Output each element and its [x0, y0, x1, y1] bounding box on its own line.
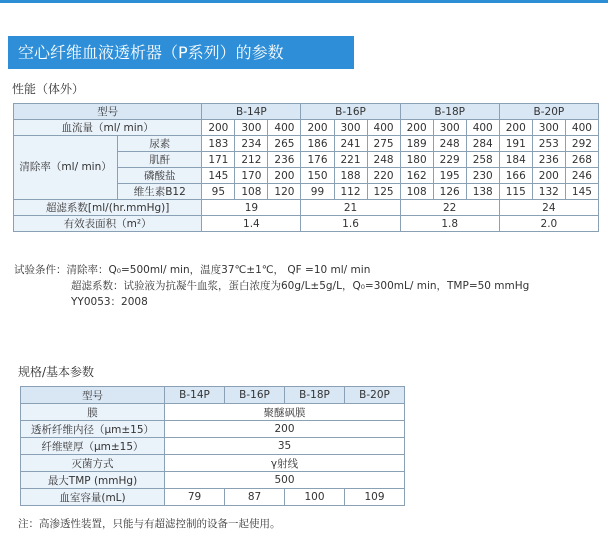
- blood-volume-cell: 100: [285, 489, 345, 506]
- spec-title: 规格/基本参数: [18, 365, 95, 379]
- clearance-cell: 200: [532, 168, 565, 184]
- flow-cell: 300: [235, 120, 268, 136]
- clearance-cell: 125: [367, 184, 400, 200]
- clearance-cell: 253: [532, 136, 565, 152]
- clearance-cell: 241: [334, 136, 367, 152]
- clearance-cell: 162: [400, 168, 433, 184]
- clearance-cell: 171: [202, 152, 235, 168]
- clearance-cell: 170: [235, 168, 268, 184]
- inner-diameter-label: 透析纤维内径（μm±15）: [21, 421, 165, 438]
- blood-volume-cell: 87: [225, 489, 285, 506]
- clearance-cell: 268: [565, 152, 598, 168]
- model-b14p: B-14P: [202, 104, 301, 120]
- max-tmp-value: 500: [165, 472, 405, 489]
- clearance-cell: 221: [334, 152, 367, 168]
- surface-area-cell: 2.0: [499, 216, 598, 232]
- clearance-cell: 186: [301, 136, 334, 152]
- performance-title: 性能（体外）: [12, 82, 85, 96]
- clearance-cell: 200: [268, 168, 301, 184]
- flow-cell: 400: [268, 120, 301, 136]
- clearance-cell: 236: [268, 152, 301, 168]
- wall-thickness-label: 纤维壁厚（μm±15）: [21, 438, 165, 455]
- clearance-cell: 120: [268, 184, 301, 200]
- clearance-item-urea: 尿素: [118, 136, 202, 152]
- clearance-cell: 229: [433, 152, 466, 168]
- uf-coefficient-cell: 21: [301, 200, 400, 216]
- clearance-cell: 195: [433, 168, 466, 184]
- clearance-cell: 275: [367, 136, 400, 152]
- clearance-cell: 212: [235, 152, 268, 168]
- performance-table: [13, 103, 599, 232]
- flow-cell: 200: [400, 120, 433, 136]
- spec-model-b16p: B-16P: [225, 387, 285, 404]
- page-banner: 空心纤维血液透析器（P系列）的参数: [8, 36, 354, 69]
- model-b18p: B-18P: [400, 104, 499, 120]
- wall-thickness-value: 35: [165, 438, 405, 455]
- uf-coefficient-cell: 22: [400, 200, 499, 216]
- clearance-cell: 180: [400, 152, 433, 168]
- condition-line-1: 试验条件：清除率：Q₀=500ml/ min，温度37℃±1℃， QF =10 ml/ min: [14, 264, 371, 276]
- blood-volume-label: 血室容量(mL): [21, 489, 165, 506]
- sterilization-label: 灭菌方式: [21, 455, 165, 472]
- clearance-cell: 248: [433, 136, 466, 152]
- clearance-cell: 265: [268, 136, 301, 152]
- clearance-cell: 188: [334, 168, 367, 184]
- flow-cell: 200: [301, 120, 334, 136]
- clearance-cell: 184: [499, 152, 532, 168]
- flow-cell: 200: [202, 120, 235, 136]
- top-accent-line: [0, 0, 608, 3]
- sterilization-value: γ射线: [165, 455, 405, 472]
- clearance-cell: 230: [466, 168, 499, 184]
- clearance-cell: 166: [499, 168, 532, 184]
- flow-cell: 300: [334, 120, 367, 136]
- clearance-cell: 236: [532, 152, 565, 168]
- condition-line-3: YY0053：2008: [71, 296, 148, 308]
- clearance-cell: 108: [400, 184, 433, 200]
- flow-cell: 400: [367, 120, 400, 136]
- clearance-cell: 126: [433, 184, 466, 200]
- clearance-cell: 284: [466, 136, 499, 152]
- test-conditions: [14, 262, 529, 310]
- model-b16p: B-16P: [301, 104, 400, 120]
- clearance-cell: 138: [466, 184, 499, 200]
- uf-coefficient-label: 超滤系数[ml/(hr.mmHg)]: [14, 200, 202, 216]
- blood-volume-cell: 109: [345, 489, 405, 506]
- clearance-cell: 132: [532, 184, 565, 200]
- membrane-label: 膜: [21, 404, 165, 421]
- uf-coefficient-cell: 19: [202, 200, 301, 216]
- clearance-cell: 258: [466, 152, 499, 168]
- spec-table: [20, 386, 405, 506]
- flow-label: 血流量（ml/ min）: [14, 120, 202, 136]
- spec-model-b20p: B-20P: [345, 387, 405, 404]
- surface-area-cell: 1.4: [202, 216, 301, 232]
- clearance-item-vitamin-b12: 维生素B12: [118, 184, 202, 200]
- clearance-cell: 145: [202, 168, 235, 184]
- membrane-value: 聚醚砜膜: [165, 404, 405, 421]
- clearance-cell: 150: [301, 168, 334, 184]
- model-b20p: B-20P: [499, 104, 598, 120]
- blood-volume-cell: 79: [165, 489, 225, 506]
- clearance-cell: 145: [565, 184, 598, 200]
- spec-model-b14p: B-14P: [165, 387, 225, 404]
- clearance-cell: 234: [235, 136, 268, 152]
- surface-area-cell: 1.8: [400, 216, 499, 232]
- uf-coefficient-cell: 24: [499, 200, 598, 216]
- surface-area-label: 有效表面积（m²）: [14, 216, 202, 232]
- condition-line-2: 超滤系数：试验液为抗凝牛血浆，蛋白浓度为60g/L±5g/L，Q₀=300mL/ min，TMP=50 mmHg: [71, 280, 530, 292]
- clearance-cell: 108: [235, 184, 268, 200]
- spec-model-b18p: B-18P: [285, 387, 345, 404]
- footnote: 注：高渗透性装置，只能与有超滤控制的设备一起使用。: [18, 518, 281, 530]
- flow-cell: 300: [532, 120, 565, 136]
- clearance-cell: 248: [367, 152, 400, 168]
- flow-cell: 400: [565, 120, 598, 136]
- flow-cell: 400: [466, 120, 499, 136]
- clearance-cell: 183: [202, 136, 235, 152]
- model-header: 型号: [14, 104, 202, 120]
- inner-diameter-value: 200: [165, 421, 405, 438]
- clearance-cell: 95: [202, 184, 235, 200]
- clearance-cell: 115: [499, 184, 532, 200]
- clearance-cell: 246: [565, 168, 598, 184]
- clearance-cell: 112: [334, 184, 367, 200]
- clearance-label: 清除率（ml/ min）: [14, 136, 118, 200]
- flow-cell: 200: [499, 120, 532, 136]
- flow-cell: 300: [433, 120, 466, 136]
- clearance-item-creatinine: 肌酐: [118, 152, 202, 168]
- clearance-cell: 189: [400, 136, 433, 152]
- clearance-cell: 191: [499, 136, 532, 152]
- spec-model-header: 型号: [21, 387, 165, 404]
- clearance-cell: 176: [301, 152, 334, 168]
- clearance-cell: 292: [565, 136, 598, 152]
- clearance-item-phosphate: 磷酸盐: [118, 168, 202, 184]
- surface-area-cell: 1.6: [301, 216, 400, 232]
- max-tmp-label: 最大TMP (mmHg): [21, 472, 165, 489]
- clearance-cell: 99: [301, 184, 334, 200]
- clearance-cell: 220: [367, 168, 400, 184]
